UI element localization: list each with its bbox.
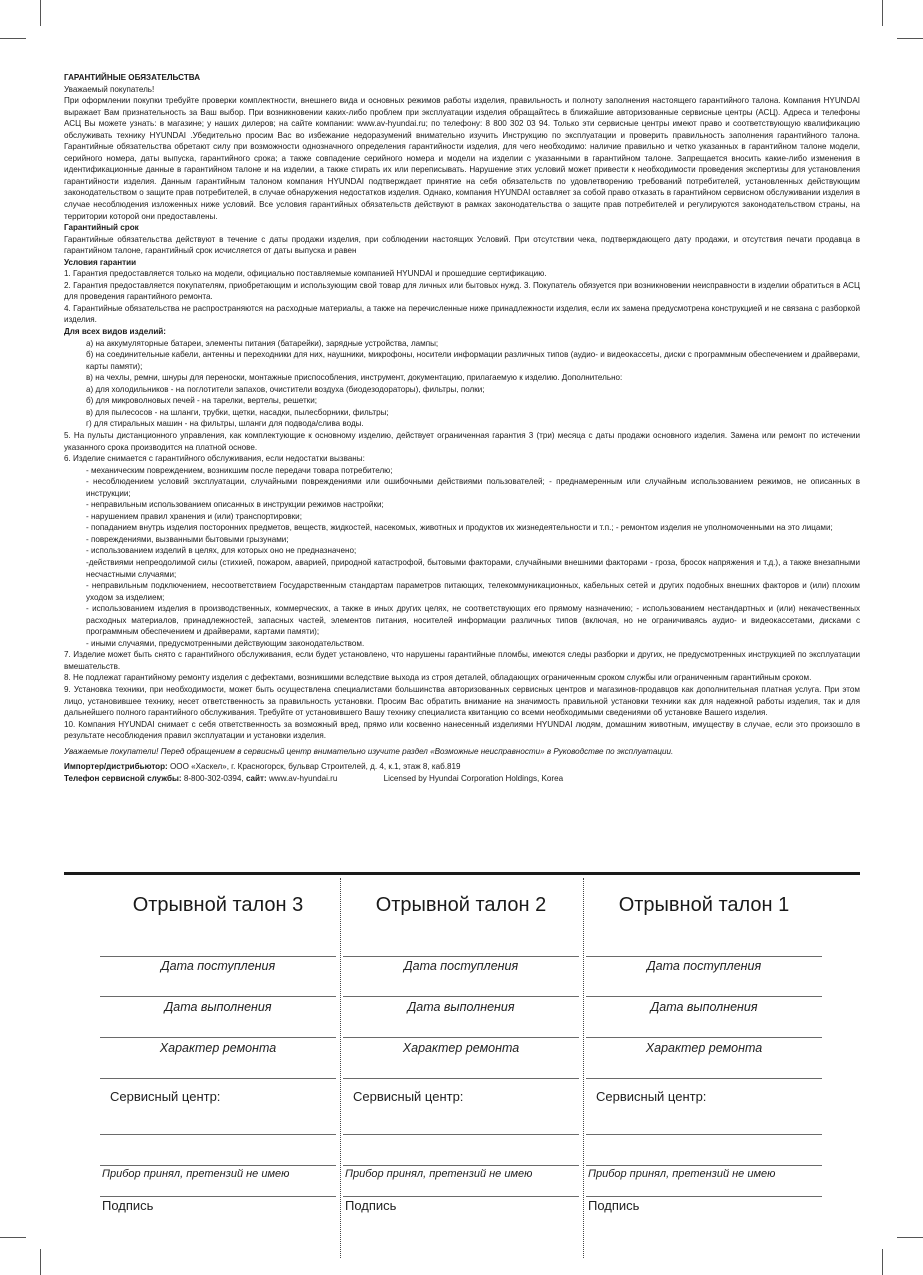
- phone-line: [64, 773, 860, 785]
- warranty-heading: ГАРАНТИЙНЫЕ ОБЯЗАТЕЛЬСТВА: [64, 73, 201, 82]
- field-line: [100, 1134, 336, 1135]
- service-center-label: Сервисный центр:: [110, 1089, 221, 1104]
- period-paragraph: Гарантийные обязательства действуют в течение с даты продажи изделия, при соблюдении настоящих Условий. При отсутствии чека, подтверждающего дату продажи, и отсутствия печати продавца в гарантийном талоне, гарантийный срок исчисляется от даты выпуска и равен: [64, 234, 860, 256]
- all-types-heading: Для всех видов изделий:: [64, 327, 166, 337]
- section-divider: [64, 872, 860, 875]
- exclusion-b2: б) для микроволновых печей - на тарелки, вертелы, решетки;: [86, 396, 317, 406]
- field-line: [343, 1037, 579, 1038]
- coupon-title: Отрывной талон 1: [618, 894, 790, 916]
- defect-cause: - использованием изделия в производственных, коммерческих, а также в иных других целях, не соответствующих его прямому назначению; - использованием нестандартных и (или) некачественных расходных материалов, принадлежностей, запасных частей, элементов питания, носителей информации различных типов (включая, но не ограничиваясь аудио- и видеокассетами, дисками с программным обеспечением и драйверами, картами памяти);: [86, 604, 860, 637]
- field-line: [586, 996, 822, 997]
- coupon-title: Отрывной талон 2: [375, 894, 547, 916]
- defect-cause: - использованием изделий в целях, для которых оно не предназначено;: [86, 546, 357, 556]
- field-line: [100, 996, 336, 997]
- tear-line: [583, 878, 584, 1258]
- completed-date-label: Дата выполнения: [407, 1000, 515, 1014]
- repair-type-label: Характер ремонта: [402, 1041, 520, 1055]
- phone-value: 8-800-302-0394,: [183, 773, 244, 783]
- coupon-1: [586, 878, 822, 1238]
- warranty-document: [64, 72, 860, 784]
- exclusion-v2: в) для пылесосов - на шланги, трубки, щетки, насадки, пылесборники, фильтры;: [86, 407, 389, 417]
- defect-cause: - повреждениями, вызванными бытовыми грызунами;: [86, 534, 289, 544]
- condition-9: 9. Установка техники, при необходимости, может быть осуществлена специалистами большинства авторизованных сервисных центров и магазинов-продавцов как дополнительная платная услуга. При этом лицо, установившее технику, несет ответственность за правильность установки. Просим Вас обратить внимание на значимость правильной установки техники как для надежной работы изделия, так и для дальнейшего полного гарантийного обслуживания. Требуйте от установившего Вашу технику специалиста квитанцию со всеми необходимыми сведениями об установке Вашего изделия.: [64, 684, 860, 718]
- crop-mark: [882, 1249, 883, 1275]
- customer-notice: Уважаемые покупатели! Перед обращением в сервисный центр внимательно изучите раздел «Возможные неисправности» в Руководстве по эксплуатации.: [64, 746, 674, 756]
- importer-line: [64, 761, 860, 773]
- crop-mark: [882, 0, 883, 26]
- condition-1: 1. Гарантия предоставляется только на модели, официально поставляемые компанией HYUNDAI и прошедшие сертификацию.: [64, 269, 547, 279]
- received-date-label: Дата поступления: [403, 959, 519, 973]
- exclusion-g2: г) для стиральных машин - на фильтры, шланги для подвода/слива воды.: [86, 419, 364, 429]
- service-center-label: Сервисный центр:: [353, 1089, 464, 1104]
- license-text: Licensed by Hyundai Corporation Holdings, Korea: [383, 773, 564, 783]
- received-date-label: Дата поступления: [646, 959, 762, 973]
- accepted-label: Прибор принял, претензий не имею: [588, 1168, 776, 1180]
- field-line: [343, 1078, 579, 1079]
- condition-4: 4. Гарантийные обязательства не распространяются на расходные материалы, а также на перечисленные ниже принадлежности изделия, если их замена предусмотрена конструкцией и не связана с разборкой изделия.: [64, 303, 860, 325]
- field-line: [343, 1134, 579, 1135]
- completed-date-label: Дата выполнения: [164, 1000, 272, 1014]
- signature-label: Подпись: [345, 1198, 397, 1213]
- repair-type-label: Характер ремонта: [645, 1041, 763, 1055]
- importer-label: Импортер/дистрибьютор:: [64, 762, 168, 772]
- importer-value: ООО «Хаскел», г. Красногорск, бульвар Строителей, д. 4, к.1, этаж 8, каб.819: [170, 762, 461, 772]
- field-line: [586, 1134, 822, 1135]
- coupon-2: [343, 878, 579, 1238]
- crop-mark: [897, 38, 923, 39]
- site-link[interactable]: www.av-hyundai.ru: [268, 773, 338, 783]
- exclusion-a2: а) для холодильников - на поглотители запахов, очистители воздуха (биодезодораторы), фильтры, полки;: [86, 384, 485, 394]
- condition-10: 10. Компания HYUNDAI снимает с себя ответственность за возможный вред, прямо или косвенно нанесенный изделиями HYUNDAI людям, домашним животным, имуществу в случае, если это произошло в результате несоблюдения правил эксплуатации и установки изделия.: [64, 719, 860, 741]
- defect-cause: - неправильным подключением, несоответствием Государственным стандартам параметров питающих, телекоммуникационных, кабельных сетей и других подобных внешних факторов и (или) плохим уходом за изделием;: [86, 581, 860, 602]
- condition-7: 7. Изделие может быть снято с гарантийного обслуживания, если будет установлено, что нарушены гарантийные пломбы, имеются следы разборки и других, не предусмотренных инструкцией по эксплуатации вмешательств.: [64, 650, 860, 671]
- phone-label: Телефон сервисной службы:: [64, 773, 182, 783]
- defect-cause: - иными случаями, предусмотренными действующим законодательством.: [86, 638, 365, 648]
- field-line: [586, 1037, 822, 1038]
- condition-6: 6. Изделие снимается с гарантийного обслуживания, если недостатки вызваны:: [64, 454, 365, 464]
- accepted-label: Прибор принял, претензий не имею: [102, 1168, 290, 1180]
- greeting: Уважаемый покупатель!: [64, 84, 155, 94]
- conditions-heading: Условия гарантии: [64, 257, 137, 267]
- crop-mark: [40, 0, 41, 26]
- field-line: [343, 1165, 579, 1166]
- crop-mark: [0, 38, 26, 39]
- received-date-label: Дата поступления: [160, 959, 276, 973]
- field-line: [100, 1165, 336, 1166]
- site-label: сайт:: [245, 773, 267, 783]
- crop-mark: [40, 1249, 41, 1275]
- condition-8: 8. Не подлежат гарантийному ремонту изделия с дефектами, возникшими вследствие выхода из строя деталей, обладающих ограниченным сроком службы или ограниченным гарантийным сроком.: [64, 673, 812, 683]
- exclusion-a1: а) на аккумуляторные батареи, элементы питания (батарейки), зарядные устройства, лампы;: [86, 338, 439, 348]
- repair-type-label: Характер ремонта: [159, 1041, 277, 1055]
- field-line: [586, 956, 822, 957]
- crop-mark: [897, 1237, 923, 1238]
- field-line: [586, 1165, 822, 1166]
- coupon-title: Отрывной талон 3: [132, 894, 304, 916]
- field-line: [100, 1078, 336, 1079]
- exclusion-v1: в) на чехлы, ремни, шнуры для переноски, монтажные приспособления, инструмент, документацию, прилагаемую к изделию. Дополнительно:: [86, 373, 623, 383]
- tear-line: [340, 878, 341, 1258]
- signature-label: Подпись: [588, 1198, 640, 1213]
- crop-mark: [0, 1237, 26, 1238]
- field-line: [343, 956, 579, 957]
- field-line: [100, 1037, 336, 1038]
- field-line: [586, 1078, 822, 1079]
- defect-cause: -действиями непреодолимой силы (стихией, пожаром, аварией, природной катастрофой, бытовыми факторами, случайными внешними факторами - гроза, бросок напряжения и т.д.), а также внезапными несчастными случаями;: [86, 557, 860, 579]
- defect-cause: - нарушением правил хранения и (или) транспортировки;: [86, 511, 302, 521]
- period-heading: Гарантийный срок: [64, 223, 139, 233]
- condition-2: 2. Гарантия предоставляется покупателям, приобретающим и использующим свой товар для личных или бытовых нужд. 3. Покупатель обязуется при возникновении неисправности в изделии обратиться в АСЦ для проведения гарантийного ремонта.: [64, 280, 860, 302]
- condition-5: 5. На пульты дистанционного управления, как комплектующие к основному изделию, действует ограниченная гарантия 3 (три) месяца с даты продажи основного изделия. Замена или ремонт по истечении указанного срока производится на платной основе.: [64, 430, 860, 452]
- service-center-label: Сервисный центр:: [596, 1089, 707, 1104]
- completed-date-label: Дата выполнения: [650, 1000, 758, 1014]
- field-line: [343, 1196, 579, 1197]
- field-line: [100, 956, 336, 957]
- signature-label: Подпись: [102, 1198, 154, 1213]
- defect-cause: - механическим повреждением, возникшим после передачи товара потребителю;: [86, 465, 393, 475]
- accepted-label: Прибор принял, претензий не имею: [345, 1168, 533, 1180]
- field-line: [586, 1196, 822, 1197]
- field-line: [343, 996, 579, 997]
- intro-paragraph: При оформлении покупки требуйте проверки комплектности, внешнего вида и основных режимов работы изделия, правильность и полноту заполнения настоящего гарантийного талона. Компания HYUNDAI выражает Вам признательность за Ваш выбор. При возникновении каких-либо проблем при эксплуатации изделия обращайтесь в ближайшие авторизованные сервисные центры (АСЦ). Адреса и телефоны АСЦ Вы можете узнать: в магазине; у наших дилеров; на сайте компании: www.av-hyundai.ru; по телефону: 8 800 302 03 94. Только эти сервисные центры имеют право и соответствующую квалификацию обслуживать технику HYUNDAI .Убедительно просим Вас во избежание недоразумений внимательно изучить Инструкцию по эксплуатации и проверить правильность заполнения гарантийного талона. Гарантийные обязательства обретают силу при возможности однозначного определения гарантийности изделия, для чего необходимо: наличие правильно и четко указанных в гарантийном талоне модели, серийного номера, даты выпуска, гарантийного срока; а также совпадение серийного номера и модели на изделии с указанными в гарантийном талоне. Запрещается вносить какие-либо изменения в идентификационные данные в гарантийном талоне и на изделии, а также стирать их или переписывать. Нарушение этих условий может привести к необходимости проведения экспертизы для установления гарантийности изделия. Данным гарантийным талоном компания HYUNDAI подтверждает принятие на себя обязательств по удовлетворению требований потребителей, установленных действующим законодательством о защите прав потребителей, в случае обнаружения недостатков изделия. Однако, компания HYUNDAI оставляет за собой право отказать в гарантийном сервисном обслуживании изделия в случае несоблюдения изложенных ниже условий. Все условия гарантийных обязательств действуют в рамках законодательства о защите прав потребителей и регулируются законодательством страны, на территории которой они предоставлены.: [64, 96, 860, 221]
- exclusion-b1: б) на соединительные кабели, антенны и переходники для них, наушники, микрофоны, носители информации различных типов (аудио- и видеокассеты, диски с программным обеспечением и драйверами, карты памяти);: [86, 350, 860, 371]
- coupon-3: [100, 878, 336, 1238]
- defect-cause: - попаданием внутрь изделия посторонних предметов, веществ, жидкостей, насекомых, животных и продуктов их жизнедеятельности и т.п.; - ремонтом изделия не уполномоченными на это лицами;: [86, 523, 833, 533]
- field-line: [100, 1196, 336, 1197]
- defect-cause: - несоблюдением условий эксплуатации, случайными повреждениями или ошибочными действиями пользователей; - преднамеренным или случайным использованием режимов, не описанных в инструкции;: [86, 477, 860, 498]
- defect-cause: - неправильным использованием описанных в инструкции режимов настройки;: [86, 500, 384, 510]
